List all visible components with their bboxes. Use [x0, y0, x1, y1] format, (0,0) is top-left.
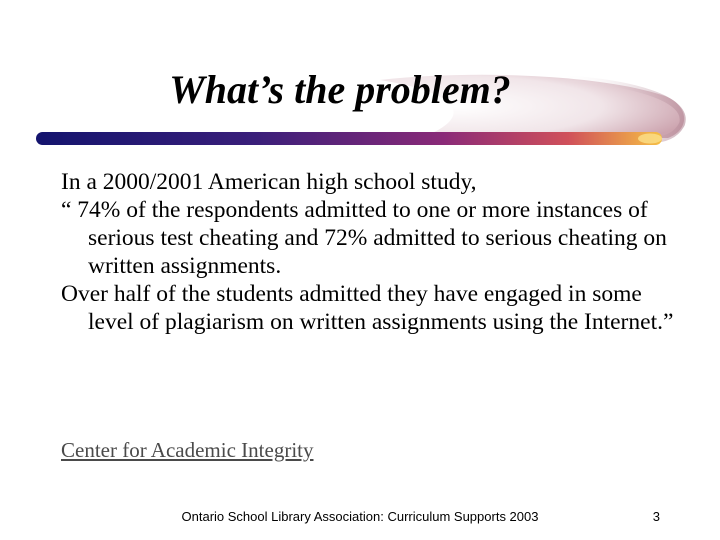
- body-paragraph-quote-end: Over half of the students admitted they have engaged in some level of plagiarism on written assignments using the Internet.”: [61, 281, 674, 335]
- body-paragraph-quote-start: “ 74% of the respondents admitted to one or more instances of serious test cheating and 72% admitted to serious cheating on written assignments.: [61, 197, 667, 279]
- slide-body: [61, 168, 681, 336]
- slide-footer: Ontario School Library Association: Curriculum Supports 2003: [181, 509, 539, 524]
- slide-title: What’s the problem?: [169, 67, 511, 112]
- body-paragraph-intro: In a 2000/2001 American high school study,: [61, 169, 477, 195]
- title-underline-bar: [36, 132, 662, 145]
- source-link[interactable]: Center for Academic Integrity: [61, 438, 314, 462]
- page-number: 3: [652, 509, 660, 524]
